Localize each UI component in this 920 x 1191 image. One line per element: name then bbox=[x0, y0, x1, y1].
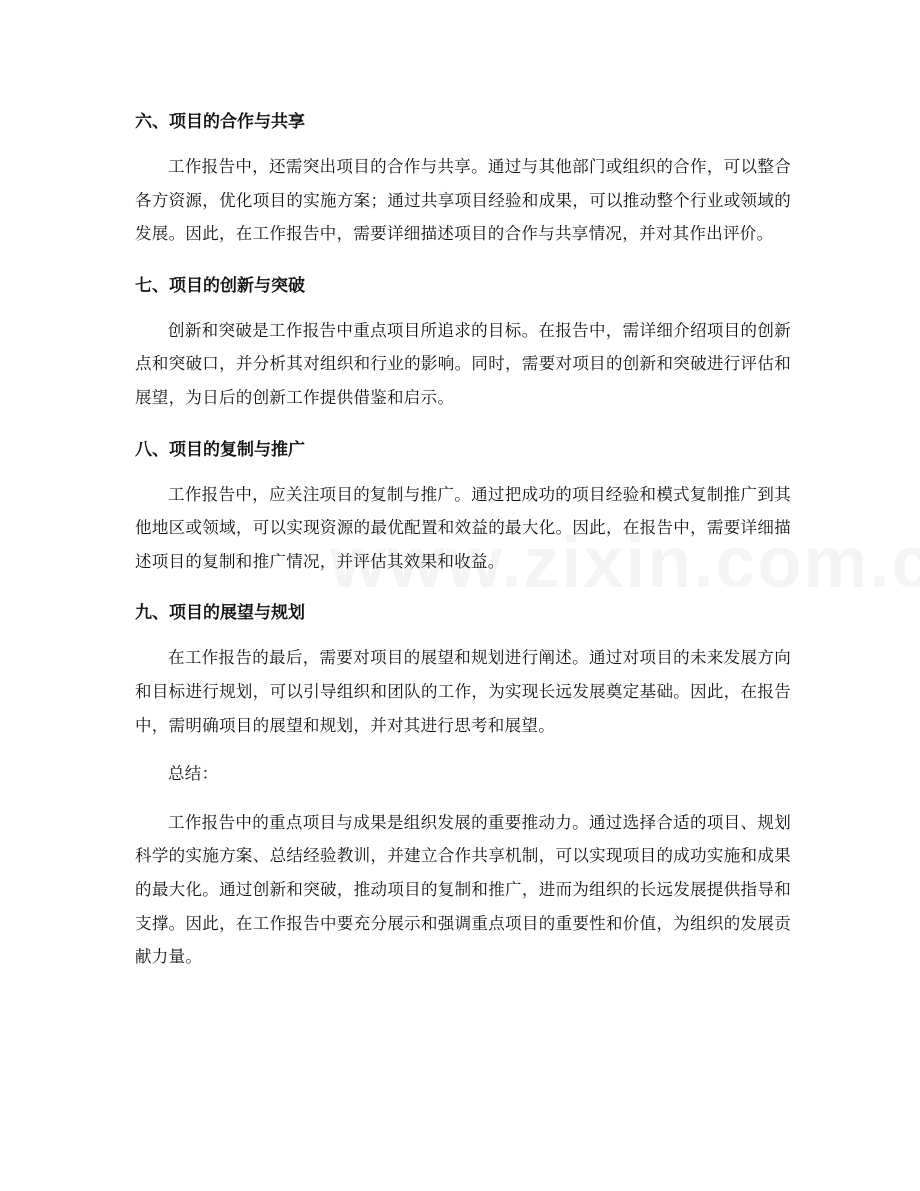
section-replication bbox=[135, 430, 791, 579]
section-innovation bbox=[135, 266, 791, 415]
paragraph: 工作报告中，还需突出项目的合作与共享。通过与其他部门或组织的合作，可以整合各方资源，优化项目的实施方案；通过共享项目经验和成果，可以推动整个行业或领域的发展。因此，在工作报告中，需要详细描述项目的合作与共享情况，并对其作出评价。 bbox=[135, 157, 791, 244]
section-heading: 七、项目的创新与突破 bbox=[135, 275, 305, 296]
document-body bbox=[135, 102, 791, 989]
paragraph: 工作报告中，应关注项目的复制与推广。通过把成功的项目经验和模式复制推广到其他地区或领域，可以实现资源的最优配置和效益的最大化。因此，在报告中，需要详细描述项目的复制和推广情况，并评估其效果和收益。 bbox=[135, 484, 791, 571]
section-cooperation bbox=[135, 102, 791, 251]
summary-label: 总结： bbox=[168, 764, 219, 784]
paragraph: 创新和突破是工作报告中重点项目所追求的目标。在报告中，需详细介绍项目的创新点和突破口，并分析其对组织和行业的影响。同时，需要对项目的创新和突破进行评估和展望，为日后的创新工作提供借鉴和启示。 bbox=[135, 320, 791, 407]
section-heading: 六、项目的合作与共享 bbox=[135, 112, 305, 132]
summary-paragraph: 工作报告中的重点项目与成果是组织发展的重要推动力。通过选择合适的项目、规划科学的实施方案、总结经验教训，并建立合作共享机制，可以实现项目的成功实施和成果的最大化。通过创新和突破，推动项目的复制和推广，进而为组织的长远发展提供指导和支撑。因此，在工作报告中要充分展示和强调重点项目的重要性和价值，为组织的发展贡献力量。 bbox=[135, 812, 791, 967]
section-heading: 九、项目的展望与规划 bbox=[135, 603, 305, 624]
section-outlook bbox=[135, 593, 791, 973]
section-heading: 八、项目的复制与推广 bbox=[135, 439, 305, 460]
paragraph: 在工作报告的最后，需要对项目的展望和规划进行阐述。通过对项目的未来发展方向和目标进行规划，可以引导组织和团队的工作，为实现长远发展奠定基础。因此，在报告中，需明确项目的展望和规划，并对其进行思考和展望。 bbox=[135, 648, 791, 735]
